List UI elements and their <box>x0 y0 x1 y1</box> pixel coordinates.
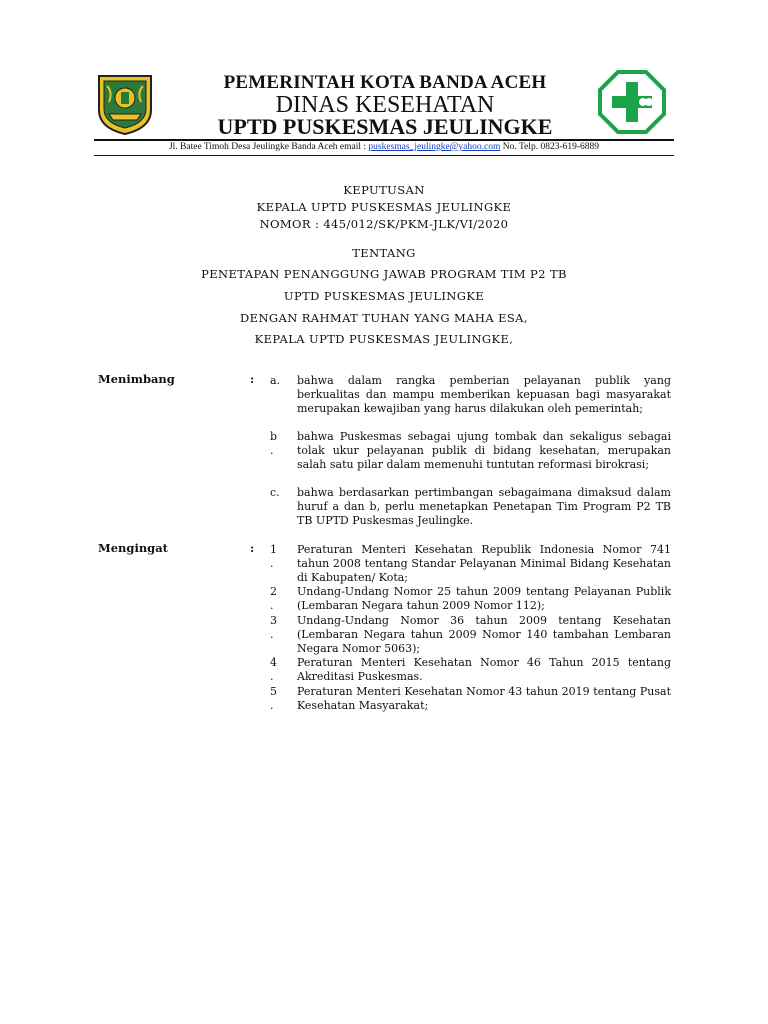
decree-subject-unit: UPTD PUSKESMAS JEULINGKE <box>283 289 485 303</box>
menimbang-mark-c: c. <box>270 486 280 499</box>
banda-aceh-seal-icon <box>95 72 155 136</box>
menimbang-mark-a: a. <box>270 374 281 387</box>
about-heading: TENTANG <box>352 246 416 260</box>
menimbang-item-c: bahwa berdasarkan pertimbangan sebagaimana dimaksud dalam huruf a dan b, perlu menetapkan Penetapan Tim Program P2 TB TB UPTD Puskesmas Jeulingke. <box>297 486 671 527</box>
mengingat-mark-5: 5 . <box>270 685 277 712</box>
decree-title: KEPUTUSAN <box>343 183 425 197</box>
menimbang-label: Menimbang <box>98 372 175 386</box>
mengingat-mark-1: 1 . <box>270 543 277 570</box>
decree-number: NOMOR : 445/012/SK/PKM-JLK/VI/2020 <box>259 217 509 231</box>
address-suffix: No. Telp. 0823-619-6889 <box>502 142 600 152</box>
mengingat-item-3: Undang-Undang Nomor 36 tahun 2009 tentang Kesehatan (Lembaran Negara tahun 2009 Nomor 140 tambahan Lembaran Negara Nomor 5063); <box>297 614 671 655</box>
header-puskesmas: UPTD PUSKESMAS JEULINGKE <box>217 114 553 139</box>
mengingat-item-2: Undang-Undang Nomor 25 tahun 2009 tentang Pelayanan Publik (Lembaran Negara tahun 2009 Nomor 112); <box>297 585 671 612</box>
decree-issuer: KEPALA UPTD PUSKESMAS JEULINGKE <box>256 200 512 214</box>
header-divider <box>94 139 674 141</box>
mengingat-item-5: Peraturan Menteri Kesehatan Nomor 43 tahun 2019 tentang Pusat Kesehatan Masyarakat; <box>297 685 671 712</box>
mengingat-mark-4: 4 . <box>270 656 277 683</box>
menimbang-item-a: bahwa dalam rangka pemberian pelayanan publik yang berkualitas dan mampu memberikan kepuasan bagi masyarakat merupakan kewajiban yang harus dilakukan oleh pemerintah; <box>297 374 671 415</box>
decree-subject: PENETAPAN PENANGGUNG JAWAB PROGRAM TIM P2 TB <box>201 267 567 281</box>
mengingat-colon: : <box>250 541 255 555</box>
mengingat-item-1: Peraturan Menteri Kesehatan Republik Indonesia Nomor 741 tahun 2008 tentang Standar Pelayanan Minimal Bidang Kesehatan di Kabupaten/ Kota; <box>297 543 671 584</box>
menimbang-mark-b: b . <box>270 430 278 457</box>
mengingat-item-4: Peraturan Menteri Kesehatan Nomor 46 Tahun 2015 tentang Akreditasi Puskesmas. <box>297 656 671 683</box>
menimbang-colon: : <box>250 372 255 386</box>
mengingat-mark-3: 3 . <box>270 614 277 641</box>
header-address <box>94 142 674 152</box>
mengingat-label: Mengingat <box>98 541 168 555</box>
address-prefix: Jl. Batee Timoh Desa Jeulingke Banda Aceh email : <box>168 142 367 152</box>
menimbang-item-b: bahwa Puskesmas sebagai ujung tombak dan sekaligus sebagai tolak ukur pelayanan publik di bidang kesehatan, merupakan salah satu pilar dalam memenuhi tuntutan reformasi birokrasi; <box>297 430 671 471</box>
issuer-closing: KEPALA UPTD PUSKESMAS JEULINGKE, <box>254 332 514 346</box>
mengingat-mark-2: 2 . <box>270 585 277 612</box>
address-divider <box>94 155 674 156</box>
invocation: DENGAN RAHMAT TUHAN YANG MAHA ESA, <box>240 311 528 325</box>
header-department: DINAS KESEHATAN <box>275 92 495 118</box>
email-link[interactable]: puskesmas_jeulingke@yahoo.com <box>368 142 501 152</box>
header-government: PEMERINTAH KOTA BANDA ACEH <box>223 72 547 93</box>
